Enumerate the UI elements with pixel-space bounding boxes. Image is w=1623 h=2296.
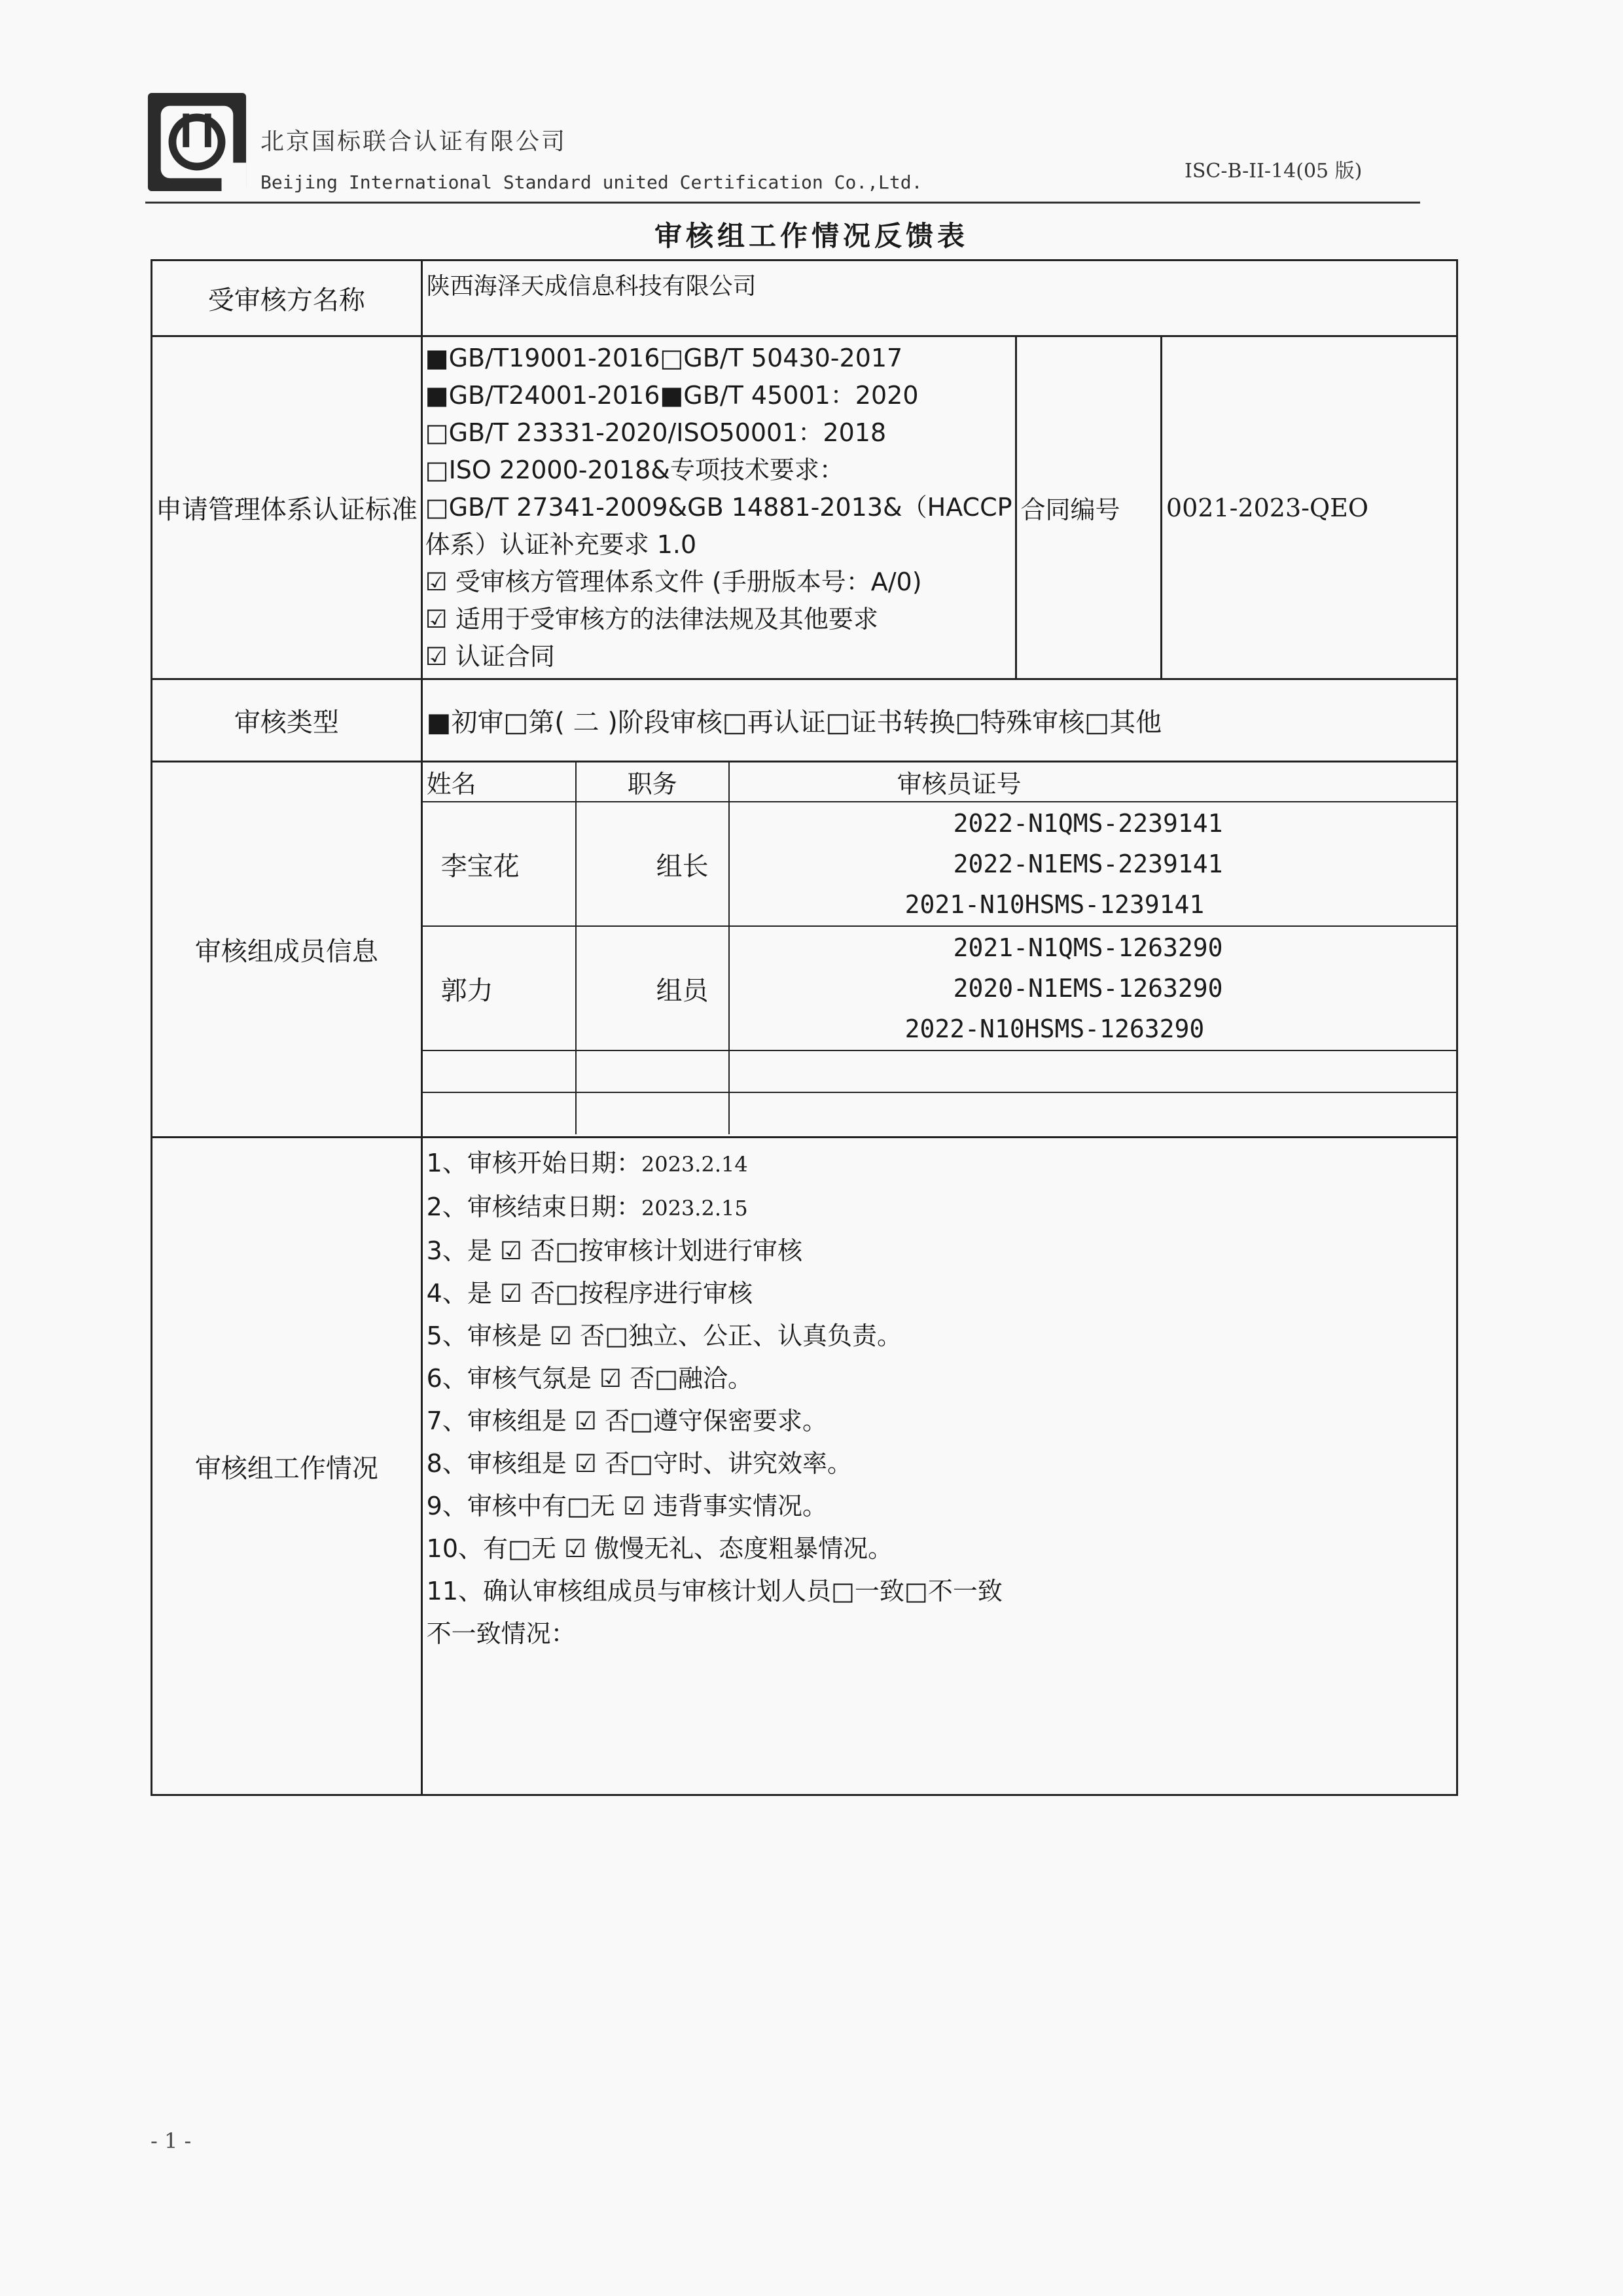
standards-list <box>421 336 1016 679</box>
member-row <box>423 802 1456 926</box>
member-name: 郭力 <box>423 926 576 1050</box>
cert-number: 2022-N1QMS-2239141 <box>953 809 1223 838</box>
empty-cell <box>576 1092 729 1134</box>
standard-line: ☑ 认证合同 <box>425 642 555 671</box>
audit-type-label: 审核类型 <box>152 679 422 762</box>
start-date-prefix: 1、审核开始日期： <box>426 1149 641 1177</box>
standard-line: ☑ 适用于受审核方的法律法规及其他要求 <box>425 605 878 634</box>
members-table <box>423 762 1456 1134</box>
empty-cell <box>423 1050 576 1092</box>
feedback-form-table <box>151 259 1458 1796</box>
form-title: 审核组工作情况反馈表 <box>654 220 969 252</box>
work-item: 8、审核组是 ☑ 否□守时、讲究效率。 <box>426 1449 852 1478</box>
work-item: 5、审核是 ☑ 否□独立、公正、认真负责。 <box>426 1321 902 1350</box>
standard-line: □GB/T 23331-2020/ISO50001：2018 <box>425 418 887 447</box>
audit-type-text: ■初审□第( 二 )阶段审核□再认证□证书转换□特殊审核□其他 <box>426 708 1162 738</box>
end-date-prefix: 2、审核结束日期： <box>426 1193 641 1221</box>
work-item: 10、有□无 ☑ 傲慢无礼、态度粗暴情况。 <box>426 1534 893 1563</box>
member-role: 组长 <box>576 802 729 926</box>
work-items <box>421 1138 1457 1795</box>
header-divider <box>145 202 1420 204</box>
work-item: 11、确认审核组成员与审核计划人员□一致□不一致 <box>426 1577 1003 1605</box>
standard-line: □ISO 22000-2018&专项技术要求： <box>425 456 844 484</box>
company-name-en: Beijing International Standard united Certification Co.,Ltd. <box>260 171 923 193</box>
work-label: 审核组工作情况 <box>152 1138 422 1795</box>
auditee-label: 受审核方名称 <box>152 260 422 336</box>
standard-line: ■GB/T19001-2016□GB/T 50430-2017 <box>425 344 903 372</box>
work-item: 3、是 ☑ 否□按审核计划进行审核 <box>426 1236 802 1265</box>
auditee-name <box>421 260 1457 336</box>
members-table-cell <box>421 762 1457 1138</box>
company-name-cn: 北京国标联合认证有限公司 <box>260 128 567 155</box>
start-date-line <box>427 1142 1452 1186</box>
cert-number: 2022-N10HSMS-1263290 <box>904 1014 1205 1043</box>
member-name: 李宝花 <box>423 802 576 926</box>
standard-line: 体系）认证补充要求 1.0 <box>425 530 697 559</box>
standards-label: 申请管理体系认证标准 <box>152 336 422 679</box>
empty-cell <box>576 1050 729 1092</box>
members-label: 审核组成员信息 <box>152 762 422 1138</box>
contract-number <box>1161 336 1457 679</box>
member-certs <box>729 802 1456 926</box>
empty-cell <box>729 1092 1456 1134</box>
standard-line: ☑ 受审核方管理体系文件 (手册版本号：A/0) <box>425 567 922 596</box>
page-number: - 1 - <box>151 2128 192 2153</box>
end-date: 2023.2.15 <box>641 1196 748 1221</box>
col-header-cert: 审核员证号 <box>729 762 1456 802</box>
standard-line: □GB/T 27341-2009&GB 14881-2013&（HACCP <box>425 493 1012 522</box>
contract-label-text: 合同编号 <box>1020 495 1120 524</box>
empty-cell <box>423 1092 576 1134</box>
contract-number-text: 0021-2023-QEO <box>1166 493 1369 522</box>
cert-number: 2021-N10HSMS-1239141 <box>904 890 1205 919</box>
member-row-empty <box>423 1092 1456 1134</box>
start-date: 2023.2.14 <box>641 1152 748 1177</box>
member-row <box>423 926 1456 1050</box>
contract-label <box>1016 336 1161 679</box>
audit-type-value <box>421 679 1457 762</box>
work-item: 4、是 ☑ 否□按程序进行审核 <box>426 1279 753 1308</box>
work-item: 9、审核中有□无 ☑ 违背事实情况。 <box>426 1492 827 1520</box>
member-role: 组员 <box>576 926 729 1050</box>
col-header-name: 姓名 <box>423 762 576 802</box>
cert-number: 2021-N1QMS-1263290 <box>953 933 1223 962</box>
work-item: 6、审核气氛是 ☑ 否□融洽。 <box>426 1364 753 1393</box>
company-logo <box>145 90 249 194</box>
member-certs <box>729 926 1456 1050</box>
cert-number: 2020-N1EMS-1263290 <box>953 974 1223 1003</box>
auditee-name-text: 陕西海泽天成信息科技有限公司 <box>426 273 757 300</box>
empty-cell <box>729 1050 1456 1092</box>
col-header-role: 职务 <box>576 762 729 802</box>
work-item: 7、审核组是 ☑ 否□遵守保密要求。 <box>426 1407 827 1435</box>
document-code: ISC-B-II-14(05 版) <box>1185 160 1363 183</box>
end-date-line <box>427 1186 1452 1230</box>
standard-line: ■GB/T24001-2016■GB/T 45001：2020 <box>425 381 919 410</box>
cert-number: 2022-N1EMS-2239141 <box>953 850 1223 878</box>
work-item: 不一致情况： <box>426 1619 576 1648</box>
member-row-empty <box>423 1050 1456 1092</box>
